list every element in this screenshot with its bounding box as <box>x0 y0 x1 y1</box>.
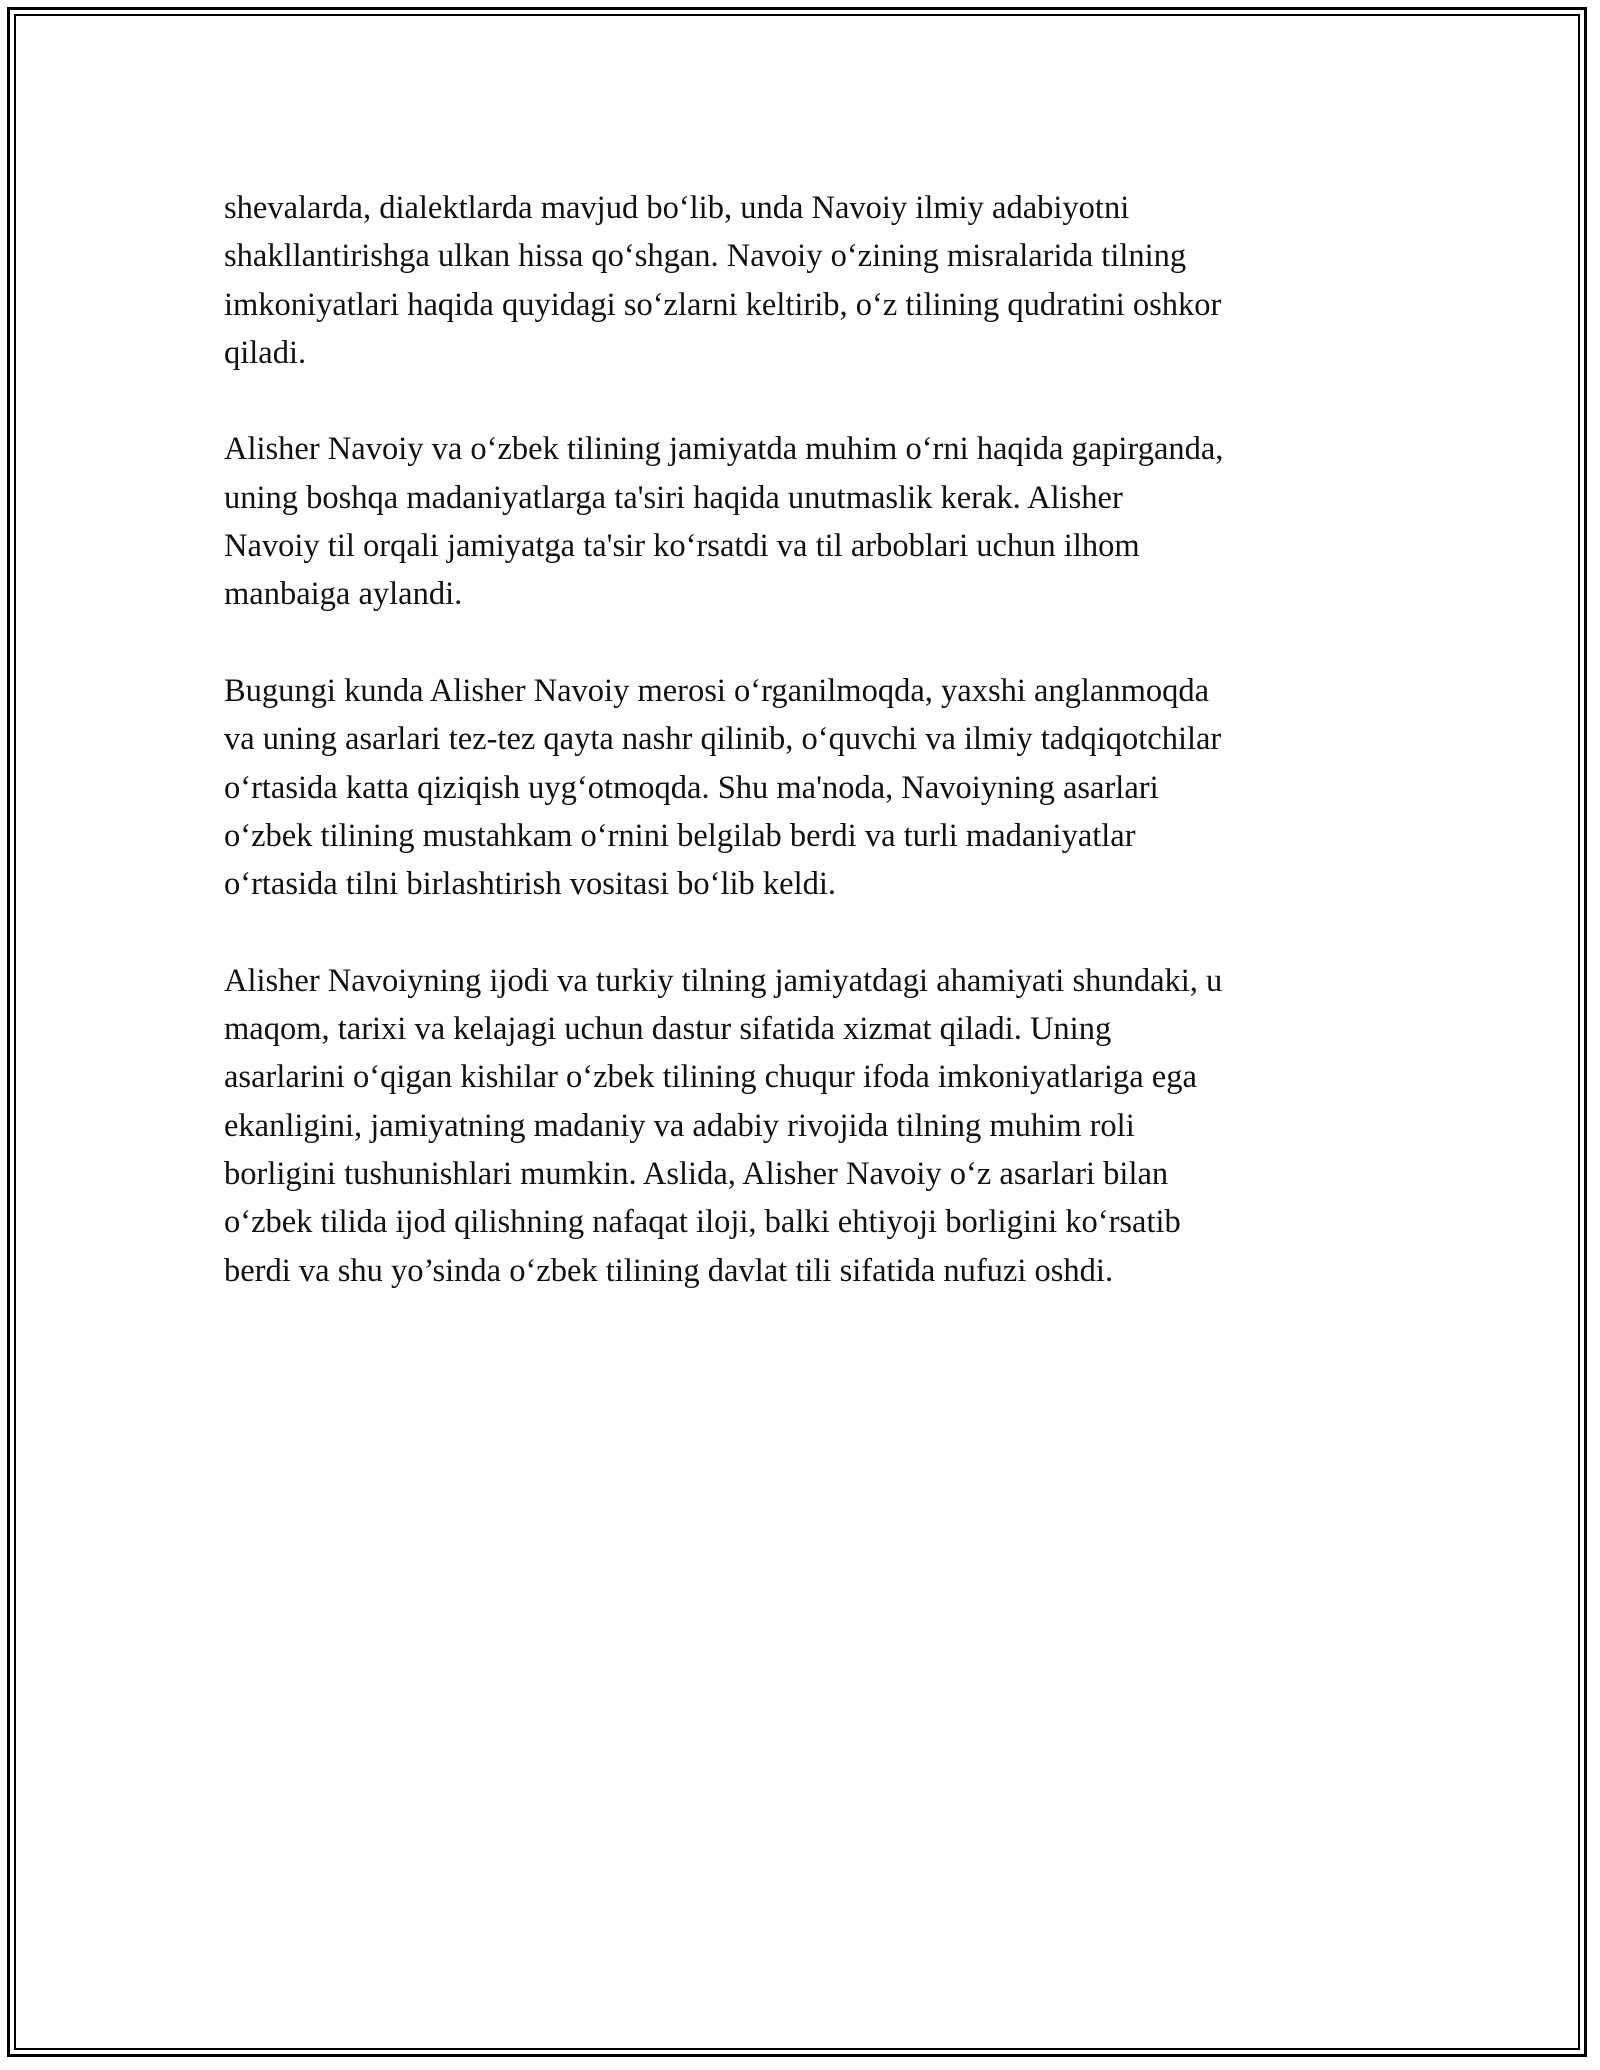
text-line: Navoiy til orqali jamiyatga ta'sir ko‘rsatdi va til arboblari uchun ilhom <box>224 528 1140 565</box>
text-line: borligini tushunishlari mumkin. Aslida, Alisher Navoiy o‘z asarlari bilan <box>224 1155 1169 1192</box>
text-line: shakllantirishga ulkan hissa qo‘shgan. Navoiy o‘zining misralarida tilning <box>224 238 1187 275</box>
document-body <box>224 184 1374 1343</box>
text-line: Alisher Navoiyning ijodi va turkiy tilning jamiyatdagi ahamiyati shundaki, u <box>224 962 1223 999</box>
text-line: o‘rtasida katta qiziqish uyg‘otmoqda. Shu ma'noda, Navoiyning asarlari <box>224 769 1159 806</box>
text-line: berdi va shu yo’sinda o‘zbek tilining davlat tili sifatida nufuzi oshdi. <box>224 1252 1114 1289</box>
paragraph-1 <box>224 184 1374 377</box>
text-line: uning boshqa madaniyatlarga ta'siri haqida unutmaslik kerak. Alisher <box>224 479 1123 516</box>
paragraph-3 <box>224 667 1374 908</box>
text-line: o‘zbek tilining mustahkam o‘rnini belgilab berdi va turli madaniyatlar <box>224 817 1136 854</box>
text-line: asarlarini o‘qigan kishilar o‘zbek tilining chuqur ifoda imkoniyatlariga ega <box>224 1059 1197 1096</box>
text-line: manbaiga aylandi. <box>224 576 463 613</box>
text-line: o‘zbek tilida ijod qilishning nafaqat iloji, balki ehtiyoji borligini ko‘rsatib <box>224 1204 1181 1241</box>
text-line: qiladi. <box>224 334 307 371</box>
text-line: imkoniyatlari haqida quyidagi so‘zlarni keltirib, o‘z tilining qudratini oshkor <box>224 286 1222 323</box>
text-line: maqom, tarixi va kelajagi uchun dastur sifatida xizmat qiladi. Uning <box>224 1011 1112 1048</box>
text-line: o‘rtasida tilni birlashtirish vositasi bo‘lib keldi. <box>224 866 837 903</box>
text-line: Alisher Navoiy va o‘zbek tilining jamiyatda muhim o‘rni haqida gapirganda, <box>224 431 1224 468</box>
paragraph-4 <box>224 957 1374 1295</box>
text-line: Bugungi kunda Alisher Navoiy merosi o‘rganilmoqda, yaxshi anglanmoqda <box>224 672 1210 709</box>
text-line: ekanligini, jamiyatning madaniy va adabiy rivojida tilning muhim roli <box>224 1107 1135 1144</box>
paragraph-2 <box>224 425 1374 618</box>
text-line: shevalarda, dialektlarda mavjud bo‘lib, unda Navoiy ilmiy adabiyotni <box>224 190 1130 226</box>
text-line: va uning asarlari tez-tez qayta nashr qilinib, o‘quvchi va ilmiy tadqiqotchilar <box>224 721 1222 758</box>
